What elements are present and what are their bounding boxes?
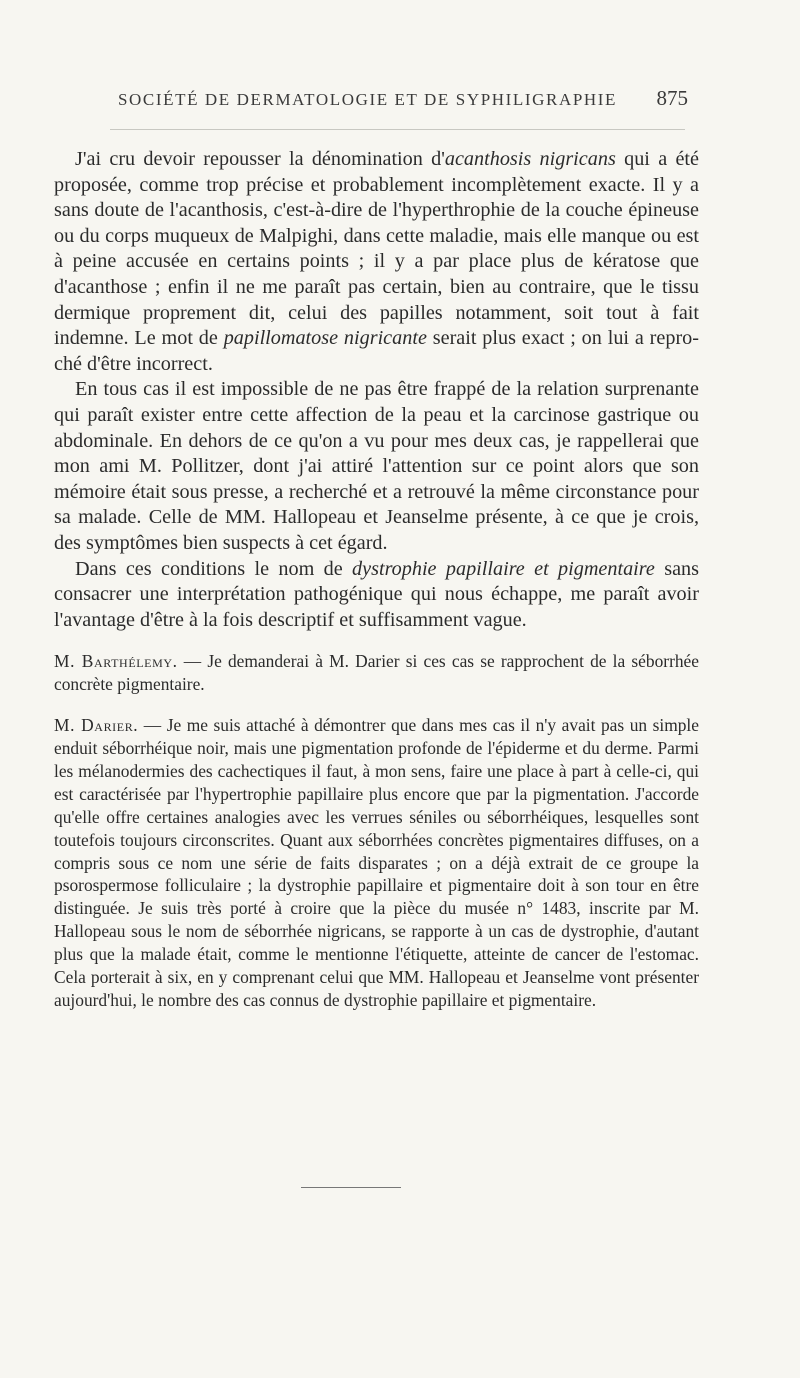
page-body xyxy=(54,147,699,1012)
end-rule xyxy=(301,1187,401,1188)
paragraph-darier xyxy=(54,714,699,1012)
running-title: SOCIÉTÉ DE DERMATOLOGIE ET DE SYPHILIGRAPHIE xyxy=(118,90,618,109)
main-text xyxy=(54,147,699,633)
text-run: J'ai cru devoir repousser la dénomination d' xyxy=(75,148,445,170)
paragraph-barthelemy xyxy=(54,650,699,696)
speaker-name: M. Barthélemy. xyxy=(54,651,178,672)
paragraph-2: En tous cas il est impossible de ne pas être frappé de la relation surprenante qui paraît exister entre cette affection de la peau et la carcinose gastrique ou abdominale. En dehors de ce qu'on a vu pour mes deux cas, je rappellerai que mon ami M. Pollitzer, dont j'ai attiré l'attention sur ce point alors que son mémoire était sous presse, a recherché et a retrouvé la même circonstance pour sa malade. Celle de MM. Hallopeau et Jeanselme présente, à ce que je crois, des symptômes bien suspects à cet égard. xyxy=(54,378,699,554)
text-run: — Je demanderai à M. Darier si ces cas se rapprochent de la séborrhée concrète pigmentaire. xyxy=(54,651,699,695)
italic-term: papillomatose nigricante xyxy=(223,327,427,350)
paragraph-3 xyxy=(54,557,699,634)
text-run: serait plus exact ; on lui a reproché d'être incorrect. xyxy=(54,327,699,375)
page-number: 875 xyxy=(656,86,688,110)
text-run: qui a été proposée, comme trop précise et probablement incomplètement exacte. Il y a sans doute de l'acanthosis, c'est-à-dire de l'hyperthrophie de la couche épineuse ou du corps muqueux de Malpighi, dans cette maladie, mais elle manque ou est à peine accusée en certains points ; il y a par place plus de kératose que d'acanthose ; enfin il ne me paraît pas certain, bien au contraire, que le tissu dermique proprement dit, celui des papilles notamment, soit tout à fait indemne. Le mot de xyxy=(54,148,699,350)
italic-term: dystrophie papillaire et pigmentaire xyxy=(352,557,655,580)
text-run: sans consacrer une interprétation pathogénique qui nous échappe, me paraît avoir l'avantage d'être à la fois descriptif et suffisamment vague. xyxy=(54,557,699,631)
text-run: — Je me suis attaché à démontrer que dans mes cas il n'y avait pas un simple enduit séborrhéique noir, mais une pigmentation profonde de l'épiderme et du derme. Parmi les mélanodermies des cachectiques il faut, à mon sens, faire une place à part à celle-ci, qui est caractérisée par l'hypertrophie papillaire plus encore que par la pigmentation. J'accorde qu'elle offre certaines analogies avec les verrues séniles ou séborrhéiques, lesquelles sont toutefois toujours circonscrites. Quant aux séborrhées concrètes pigmentaires diffuses, on a compris sous ce nom une série de faits disparates ; on a déjà extrait de ce groupe la psorospermose folliculaire ; la dystrophie papillaire et pigmentaire doit à son tour en être distinguée. Je suis très porté à croire que la pièce du musée n° 1483, inscrite par M. Hallopeau sous le nom de séborrhée nigricans, se rapporte à un cas de dystrophie, d'autant plus que la malade était, comme le mentionne l'étiquette, atteinte de cancer de l'estomac. Cela porterait à six, en y comprenant celui que MM. Hallopeau et Jeanselme vont présenter aujourd'hui, le nombre des cas connus de dystrophie papillaire et pigmentaire. xyxy=(54,715,699,1010)
discussion xyxy=(54,650,699,1012)
header-rule xyxy=(110,129,685,130)
italic-term: acanthosis nigricans xyxy=(444,148,616,170)
speaker-name: M. Darier. xyxy=(54,715,139,736)
paragraph-1 xyxy=(54,147,699,377)
running-header xyxy=(118,86,688,116)
text-run: Dans ces conditions le nom de xyxy=(75,557,353,580)
